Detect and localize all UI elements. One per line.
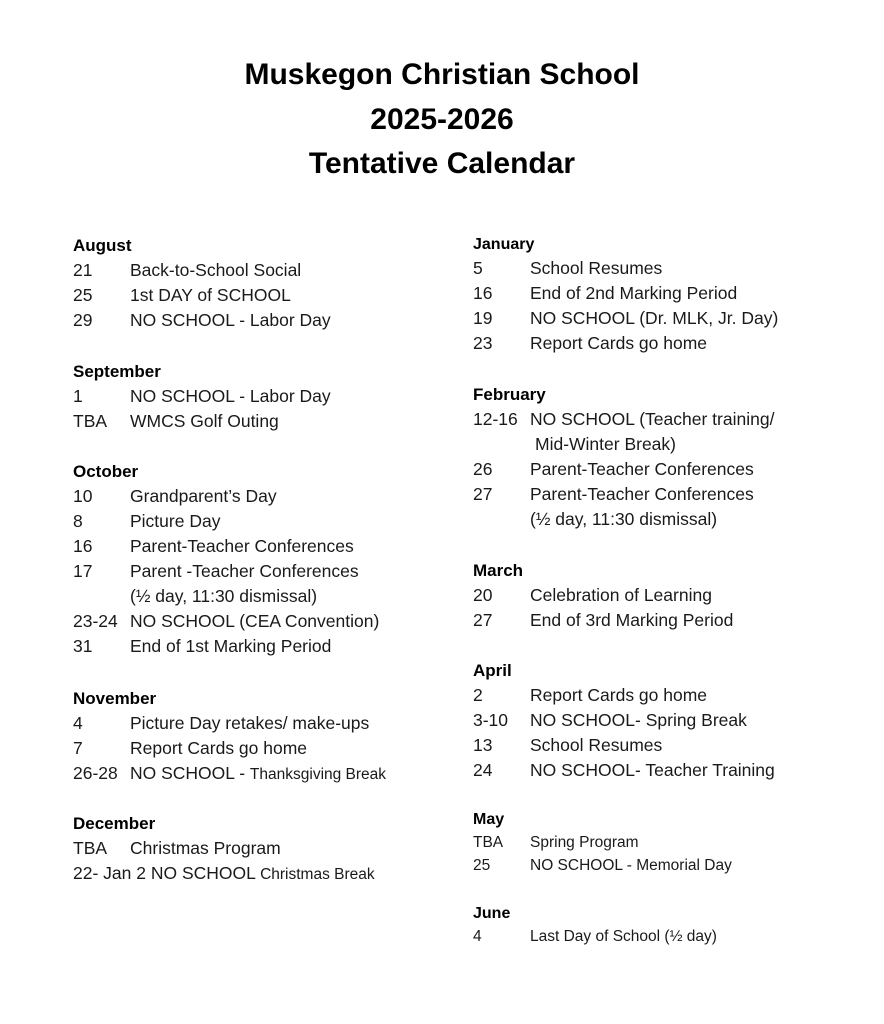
month-april xyxy=(473,658,775,783)
event-row xyxy=(73,634,332,659)
event-text: Report Cards go home xyxy=(530,333,708,353)
event-text: Report Cards go home xyxy=(130,738,308,758)
event-text: 1st DAY of SCHOOL xyxy=(130,285,291,305)
school-year: 2025-2026 xyxy=(370,103,514,136)
event-date: 12-16 xyxy=(473,409,518,429)
event-date: TBA xyxy=(73,411,108,431)
event-text: End of 3rd Marking Period xyxy=(530,610,734,630)
event-note: Mid-Winter Break) xyxy=(535,434,676,454)
event-note: (½ day, 11:30 dismissal) xyxy=(130,586,318,606)
event-row xyxy=(473,331,708,356)
event-date: 7 xyxy=(73,738,83,758)
event-row xyxy=(73,711,370,736)
event-row xyxy=(473,683,708,708)
event-row xyxy=(73,409,279,434)
event-row xyxy=(73,509,221,534)
event-date: 8 xyxy=(73,511,83,531)
month-may xyxy=(473,808,732,877)
month-august xyxy=(73,233,331,333)
event-text: Spring Program xyxy=(530,834,639,851)
event-date: 4 xyxy=(473,928,482,945)
event-row xyxy=(73,384,331,409)
event-date: 27 xyxy=(473,484,493,504)
event-row-continued xyxy=(473,432,676,457)
month-heading: January xyxy=(473,236,535,253)
month-november xyxy=(73,686,387,786)
event-row xyxy=(473,256,663,281)
event-date: 2 xyxy=(473,685,483,705)
event-text: School Resumes xyxy=(530,258,663,278)
event-date: 16 xyxy=(73,536,93,556)
month-heading: April xyxy=(473,661,512,680)
event-date: 25 xyxy=(73,285,93,305)
month-march xyxy=(473,558,734,633)
event-row xyxy=(473,854,732,877)
event-text: WMCS Golf Outing xyxy=(130,411,279,431)
event-row xyxy=(73,736,308,761)
event-row xyxy=(73,484,277,509)
event-text-small: Christmas Break xyxy=(260,866,375,883)
event-date: 23 xyxy=(473,333,493,353)
event-text: NO SCHOOL - xyxy=(130,763,250,783)
event-date: 20 xyxy=(473,585,493,605)
event-row xyxy=(473,281,738,306)
event-date: 22- Jan 2 xyxy=(73,863,146,883)
event-text: Last Day of School (½ day) xyxy=(530,928,717,945)
event-row xyxy=(473,457,754,482)
event-row xyxy=(473,708,747,733)
event-text: NO SCHOOL (Dr. MLK, Jr. Day) xyxy=(530,308,779,328)
event-date: 4 xyxy=(73,713,83,733)
event-row xyxy=(473,583,712,608)
event-date: 26 xyxy=(473,459,493,479)
event-date: 21 xyxy=(73,260,93,280)
event-text-small: Thanksgiving Break xyxy=(249,766,387,783)
event-row xyxy=(473,831,639,854)
event-row xyxy=(73,836,375,861)
month-june xyxy=(473,902,717,948)
month-september xyxy=(73,359,331,434)
month-january xyxy=(473,233,534,256)
event-text: NO SCHOOL - Memorial Day xyxy=(530,857,732,874)
event-date: 19 xyxy=(473,308,493,328)
event-date: 3-10 xyxy=(473,710,509,730)
event-row-continued xyxy=(73,584,318,609)
event-date: 24 xyxy=(473,760,493,780)
month-january-events xyxy=(473,256,779,356)
month-february xyxy=(473,382,775,532)
event-date: 17 xyxy=(73,561,93,581)
event-text: End of 1st Marking Period xyxy=(130,636,332,656)
event-text: Parent-Teacher Conferences xyxy=(530,484,754,504)
month-heading: May xyxy=(473,811,505,828)
event-row xyxy=(473,407,775,432)
event-text: Parent-Teacher Conferences xyxy=(530,459,754,479)
event-text: NO SCHOOL xyxy=(150,863,261,883)
event-date: 31 xyxy=(73,636,93,656)
event-text: Celebration of Learning xyxy=(530,585,712,605)
month-december xyxy=(73,811,375,887)
event-row-continued xyxy=(473,507,718,532)
month-heading: March xyxy=(473,561,524,580)
event-text: Picture Day xyxy=(130,511,221,531)
event-text: Report Cards go home xyxy=(530,685,708,705)
event-text: NO SCHOOL (CEA Convention) xyxy=(130,611,380,631)
month-october xyxy=(73,459,380,659)
event-date: TBA xyxy=(473,834,504,851)
event-date: 5 xyxy=(473,258,483,278)
event-row xyxy=(73,609,380,634)
event-row xyxy=(73,534,354,559)
event-date: 10 xyxy=(73,486,93,506)
event-text: NO SCHOOL- Spring Break xyxy=(530,710,747,730)
event-date: 23-24 xyxy=(73,611,118,631)
event-row xyxy=(473,758,775,783)
event-date: 26-28 xyxy=(73,763,118,783)
month-heading: November xyxy=(73,689,157,708)
event-row xyxy=(473,608,734,633)
calendar-title: Tentative Calendar xyxy=(308,147,576,180)
event-text: NO SCHOOL - Labor Day xyxy=(130,310,331,330)
event-date: 16 xyxy=(473,283,493,303)
event-date: 25 xyxy=(473,857,491,874)
event-date: TBA xyxy=(73,838,108,858)
event-text: End of 2nd Marking Period xyxy=(530,283,738,303)
month-heading: June xyxy=(473,905,511,922)
school-name: Muskegon Christian School xyxy=(244,58,640,91)
month-heading: October xyxy=(73,462,139,481)
event-row xyxy=(473,925,717,948)
event-row xyxy=(473,733,663,758)
event-date: 13 xyxy=(473,735,493,755)
event-row xyxy=(73,258,302,283)
event-row xyxy=(473,482,754,507)
month-heading: August xyxy=(73,236,132,255)
month-heading: December xyxy=(73,814,156,833)
event-text: NO SCHOOL (Teacher training/ xyxy=(530,409,775,429)
event-text: Parent-Teacher Conferences xyxy=(130,536,354,556)
event-row xyxy=(73,559,359,584)
event-text: Picture Day retakes/ make-ups xyxy=(130,713,370,733)
event-text: Back-to-School Social xyxy=(130,260,302,280)
event-date: 27 xyxy=(473,610,493,630)
month-heading: September xyxy=(73,362,161,381)
month-heading: February xyxy=(473,385,546,404)
event-text: School Resumes xyxy=(530,735,663,755)
event-text: NO SCHOOL - Labor Day xyxy=(130,386,331,406)
event-text: Grandparent’s Day xyxy=(130,486,277,506)
event-note: (½ day, 11:30 dismissal) xyxy=(530,509,718,529)
event-row xyxy=(73,308,331,333)
event-text: Christmas Program xyxy=(130,838,281,858)
event-row xyxy=(73,283,291,308)
event-text: NO SCHOOL- Teacher Training xyxy=(530,760,775,780)
event-date: 1 xyxy=(73,386,83,406)
event-row xyxy=(73,861,375,887)
event-text: Parent -Teacher Conferences xyxy=(130,561,359,581)
event-row xyxy=(473,306,779,331)
event-row xyxy=(73,761,387,786)
event-date: 29 xyxy=(73,310,93,330)
